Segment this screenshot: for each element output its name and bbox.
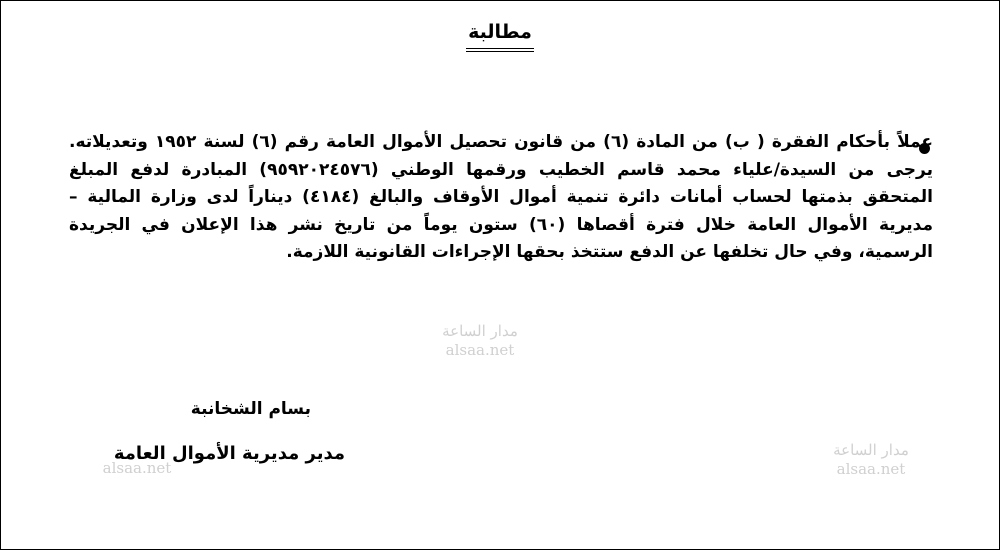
watermark-center xyxy=(434,322,526,360)
watermark-right xyxy=(821,441,921,479)
body-section xyxy=(69,129,933,267)
signatory-name: بسام الشخانبة xyxy=(190,399,311,419)
watermark-latin-text: alsaa.net xyxy=(102,459,172,477)
document-title-wrap xyxy=(1,19,999,52)
watermark-latin-text: alsaa.net xyxy=(836,460,906,478)
watermark-latin-text: alsaa.net xyxy=(445,341,515,359)
document-title: مطالبة xyxy=(466,19,534,52)
watermark-arabic-text: مدار الساعة xyxy=(442,322,518,340)
watermark-arabic-text: مدار الساعة xyxy=(833,441,909,459)
notice-paragraph: عملاً بأحكام الفقرة ( ب) من المادة (٦) من قانون تحصيل الأموال العامة رقم (٦) لسنة ١٩٥٢ وتعديلاته. يرجى من السيدة/علياء محمد قاسم الخطيب ورقمها الوطني (٩٥٩٢٠٢٤٥٧٦) المبادرة لدفع المبلغ المتحقق بذمتها لحساب أمانات دائرة تنمية أموال الأوقاف والبالغ (٤١٨٤) ديناراً لدى وزارة المالية – مديرية الأموال العامة خلال فترة أقصاها (٦٠) ستون يوماً من تاريخ نشر هذا الإعلان في الجريدة الرسمية، وفي حال تخلفها عن الدفع ستتخذ بحقها الإجراءات القانونية اللازمة. xyxy=(69,132,934,262)
signatory-title: مدير مديرية الأموال العامة xyxy=(113,443,345,464)
